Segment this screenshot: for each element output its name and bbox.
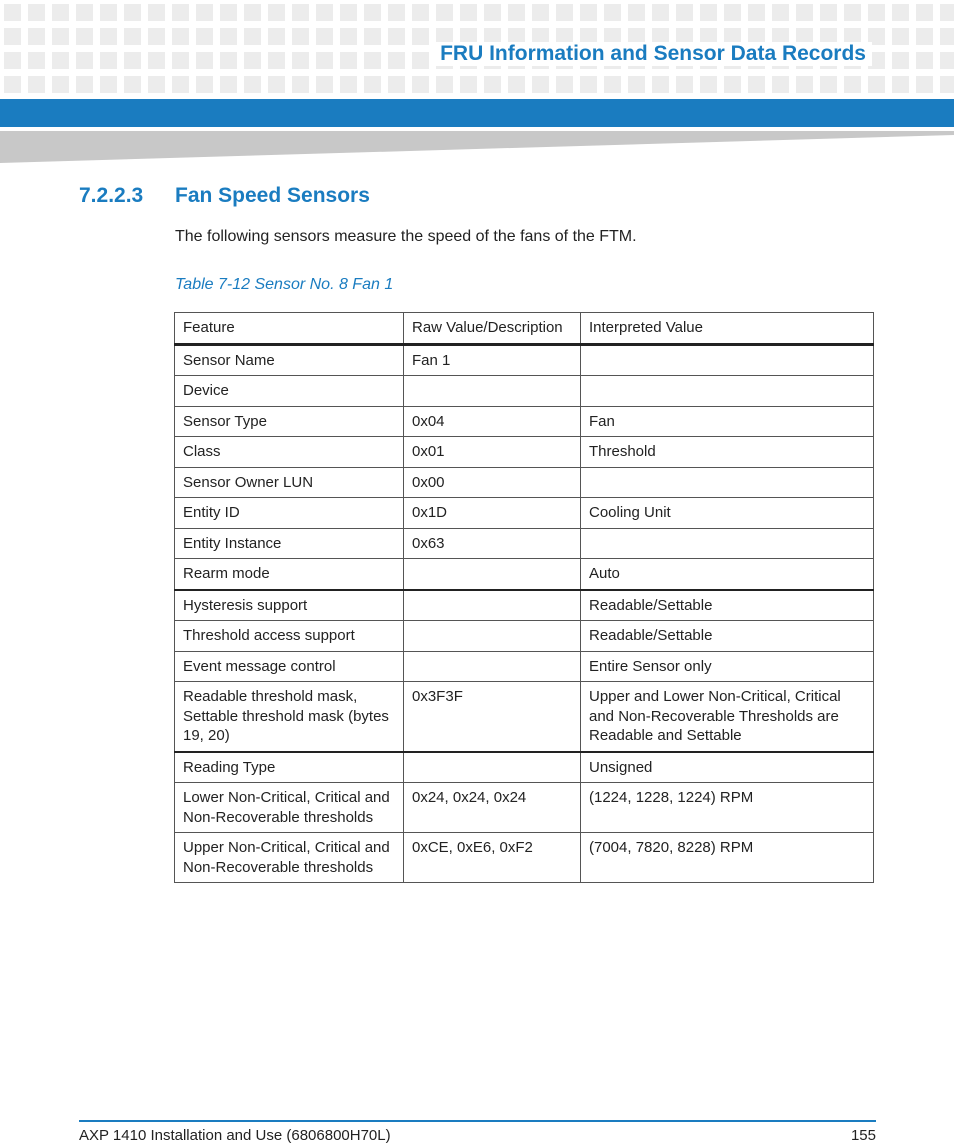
table-row xyxy=(175,833,874,883)
header-dot xyxy=(292,76,309,93)
table-cell: Auto xyxy=(581,559,874,590)
table-row xyxy=(175,621,874,652)
header-dot xyxy=(52,76,69,93)
header-dot xyxy=(148,28,165,45)
table-header-cell: Interpreted Value xyxy=(581,313,874,345)
header-dot xyxy=(268,76,285,93)
header-dot xyxy=(76,28,93,45)
table-cell: Threshold access support xyxy=(175,621,404,652)
table-cell: Class xyxy=(175,437,404,468)
header-dot xyxy=(244,28,261,45)
header-dot xyxy=(868,4,885,21)
header-dot xyxy=(916,76,933,93)
header-dot xyxy=(52,4,69,21)
header-dot xyxy=(316,76,333,93)
section-title: Fan Speed Sensors xyxy=(175,184,370,207)
table-header-row xyxy=(175,313,874,345)
header-dot xyxy=(340,28,357,45)
header-dot xyxy=(52,28,69,45)
header-dot xyxy=(244,52,261,69)
header-dot xyxy=(292,52,309,69)
table-cell: (1224, 1228, 1224) RPM xyxy=(581,783,874,833)
table-row xyxy=(175,376,874,407)
table-cell xyxy=(581,528,874,559)
table-cell: 0x24, 0x24, 0x24 xyxy=(404,783,581,833)
header-dot xyxy=(364,52,381,69)
header-dot xyxy=(604,4,621,21)
table-cell: Entire Sensor only xyxy=(581,651,874,682)
table-row xyxy=(175,498,874,529)
header-dot xyxy=(340,76,357,93)
header-dot xyxy=(940,76,954,93)
header-dot xyxy=(100,4,117,21)
header-dot xyxy=(4,4,21,21)
header-dot xyxy=(148,76,165,93)
table-row xyxy=(175,783,874,833)
header-dot xyxy=(388,4,405,21)
section-number: 7.2.2.3 xyxy=(79,184,144,207)
header-dot xyxy=(268,4,285,21)
header-dot xyxy=(292,4,309,21)
header-dot xyxy=(724,76,741,93)
header-dot xyxy=(124,28,141,45)
table-cell: Cooling Unit xyxy=(581,498,874,529)
header-dot xyxy=(676,4,693,21)
table-cell: Readable/Settable xyxy=(581,590,874,621)
header-dot xyxy=(172,76,189,93)
header-dot xyxy=(220,52,237,69)
header-dot xyxy=(460,76,477,93)
header-dot xyxy=(700,4,717,21)
header-dot xyxy=(796,76,813,93)
header-dot xyxy=(724,4,741,21)
header-dot xyxy=(244,76,261,93)
header-dot xyxy=(364,76,381,93)
table-cell: (7004, 7820, 8228) RPM xyxy=(581,833,874,883)
header-dot xyxy=(364,4,381,21)
header-dot xyxy=(412,4,429,21)
header-dot xyxy=(916,28,933,45)
header-dot xyxy=(772,76,789,93)
header-dot xyxy=(364,28,381,45)
table-cell xyxy=(404,376,581,407)
table-cell: Sensor Owner LUN xyxy=(175,467,404,498)
header-dot xyxy=(868,76,885,93)
table-cell: Device xyxy=(175,376,404,407)
header-dot xyxy=(436,76,453,93)
header-dot xyxy=(100,76,117,93)
header-dot xyxy=(28,4,45,21)
header-dot xyxy=(532,4,549,21)
table-row xyxy=(175,406,874,437)
header-dot xyxy=(172,28,189,45)
table-cell: Upper Non-Critical, Critical and Non-Recoverable thresholds xyxy=(175,833,404,883)
table-cell: Unsigned xyxy=(581,752,874,783)
header-dot xyxy=(52,52,69,69)
table-cell: Upper and Lower Non-Critical, Critical and Non-Recoverable Thresholds are Readable and Settable xyxy=(581,682,874,752)
header-dot xyxy=(820,76,837,93)
table-cell: 0x63 xyxy=(404,528,581,559)
header-dot xyxy=(556,76,573,93)
table-cell: 0x1D xyxy=(404,498,581,529)
header-dot xyxy=(340,4,357,21)
table-row xyxy=(175,467,874,498)
header-dot xyxy=(4,28,21,45)
table-cell xyxy=(404,621,581,652)
header-dot xyxy=(196,76,213,93)
table-cell: Sensor Name xyxy=(175,344,404,376)
header-dot xyxy=(124,52,141,69)
running-header-title: FRU Information and Sensor Data Records xyxy=(434,42,872,66)
header-dot xyxy=(652,76,669,93)
table-cell: Readable/Settable xyxy=(581,621,874,652)
header-dot xyxy=(892,52,909,69)
header-dot xyxy=(76,76,93,93)
header-dot xyxy=(844,4,861,21)
header-dot xyxy=(148,52,165,69)
table-row xyxy=(175,437,874,468)
header-dot xyxy=(820,4,837,21)
header-dot xyxy=(916,52,933,69)
table-cell: Lower Non-Critical, Critical and Non-Recoverable thresholds xyxy=(175,783,404,833)
header-dot xyxy=(556,4,573,21)
table-row xyxy=(175,528,874,559)
header-dot xyxy=(484,76,501,93)
table-cell: Reading Type xyxy=(175,752,404,783)
header-dot xyxy=(892,76,909,93)
header-dot xyxy=(28,28,45,45)
header-dot xyxy=(76,4,93,21)
header-dot xyxy=(28,52,45,69)
header-grey-wedge xyxy=(0,131,954,163)
header-blue-bar xyxy=(0,99,954,127)
header-dot xyxy=(796,4,813,21)
header-dot xyxy=(244,4,261,21)
header-dot xyxy=(4,76,21,93)
header-dot xyxy=(916,4,933,21)
header-dot xyxy=(100,52,117,69)
header-dot xyxy=(604,76,621,93)
table-cell: Entity ID xyxy=(175,498,404,529)
header-dot xyxy=(580,4,597,21)
header-dot xyxy=(172,4,189,21)
table-header-cell: Raw Value/Description xyxy=(404,313,581,345)
footer-rule xyxy=(79,1120,876,1122)
table-cell xyxy=(404,752,581,783)
header-dot xyxy=(196,4,213,21)
header-dot xyxy=(340,52,357,69)
header-dot xyxy=(772,4,789,21)
header-dot xyxy=(292,28,309,45)
table-cell xyxy=(581,467,874,498)
header-dot xyxy=(316,4,333,21)
table-cell: 0x3F3F xyxy=(404,682,581,752)
table-row xyxy=(175,682,874,752)
table-cell xyxy=(581,344,874,376)
header-dot xyxy=(508,4,525,21)
table-cell: 0x01 xyxy=(404,437,581,468)
header-dot xyxy=(124,4,141,21)
footer-page-number: 155 xyxy=(850,1127,876,1144)
table-cell: Entity Instance xyxy=(175,528,404,559)
intro-paragraph: The following sensors measure the speed of the fans of the FTM. xyxy=(175,228,637,245)
header-dot xyxy=(412,28,429,45)
table-cell: 0x04 xyxy=(404,406,581,437)
header-dot xyxy=(748,76,765,93)
header-dot xyxy=(220,76,237,93)
header-dot xyxy=(628,76,645,93)
header-dot xyxy=(316,52,333,69)
header-dot xyxy=(76,52,93,69)
header-dot xyxy=(388,76,405,93)
table-cell: Event message control xyxy=(175,651,404,682)
table-cell: 0xCE, 0xE6, 0xF2 xyxy=(404,833,581,883)
header-dot xyxy=(436,4,453,21)
table-row xyxy=(175,590,874,621)
header-dot xyxy=(700,76,717,93)
table-cell: Readable threshold mask, Settable threshold mask (bytes 19, 20) xyxy=(175,682,404,752)
header-dot xyxy=(124,76,141,93)
header-dot xyxy=(940,28,954,45)
header-dot xyxy=(172,52,189,69)
table-cell: 0x00 xyxy=(404,467,581,498)
header-dot xyxy=(220,4,237,21)
table-cell xyxy=(404,590,581,621)
header-dot xyxy=(580,76,597,93)
table-cell xyxy=(404,651,581,682)
header-dot xyxy=(268,28,285,45)
table-row xyxy=(175,651,874,682)
header-dot xyxy=(28,76,45,93)
header-dot xyxy=(508,76,525,93)
table-cell: Threshold xyxy=(581,437,874,468)
table-cell: Sensor Type xyxy=(175,406,404,437)
header-dot xyxy=(844,76,861,93)
header-dot xyxy=(412,76,429,93)
header-dot xyxy=(196,28,213,45)
header-dot xyxy=(316,28,333,45)
header-dot xyxy=(892,28,909,45)
table-row xyxy=(175,752,874,783)
table-cell: Fan xyxy=(581,406,874,437)
table-header-cell: Feature xyxy=(175,313,404,345)
table-cell xyxy=(404,559,581,590)
header-dot xyxy=(388,52,405,69)
table-row xyxy=(175,559,874,590)
sensor-table xyxy=(174,312,874,883)
header-dot xyxy=(196,52,213,69)
header-dot xyxy=(940,52,954,69)
header-dot xyxy=(460,4,477,21)
header-dot xyxy=(148,4,165,21)
header-dot xyxy=(532,76,549,93)
header-dot xyxy=(940,4,954,21)
header-dot xyxy=(652,4,669,21)
table-cell: Hysteresis support xyxy=(175,590,404,621)
table-cell xyxy=(581,376,874,407)
footer-document-title: AXP 1410 Installation and Use (6806800H70L) xyxy=(79,1127,391,1144)
header-dot xyxy=(220,28,237,45)
header-dot xyxy=(412,52,429,69)
table-cell: Rearm mode xyxy=(175,559,404,590)
header-dot xyxy=(676,76,693,93)
table-cell: Fan 1 xyxy=(404,344,581,376)
header-dot xyxy=(484,4,501,21)
table-caption: Table 7-12 Sensor No. 8 Fan 1 xyxy=(175,276,394,293)
header-dot xyxy=(268,52,285,69)
header-dot xyxy=(4,52,21,69)
header-dot xyxy=(748,4,765,21)
header-dot xyxy=(388,28,405,45)
header-dot xyxy=(100,28,117,45)
table-row xyxy=(175,344,874,376)
header-dot xyxy=(628,4,645,21)
header-dot xyxy=(892,4,909,21)
